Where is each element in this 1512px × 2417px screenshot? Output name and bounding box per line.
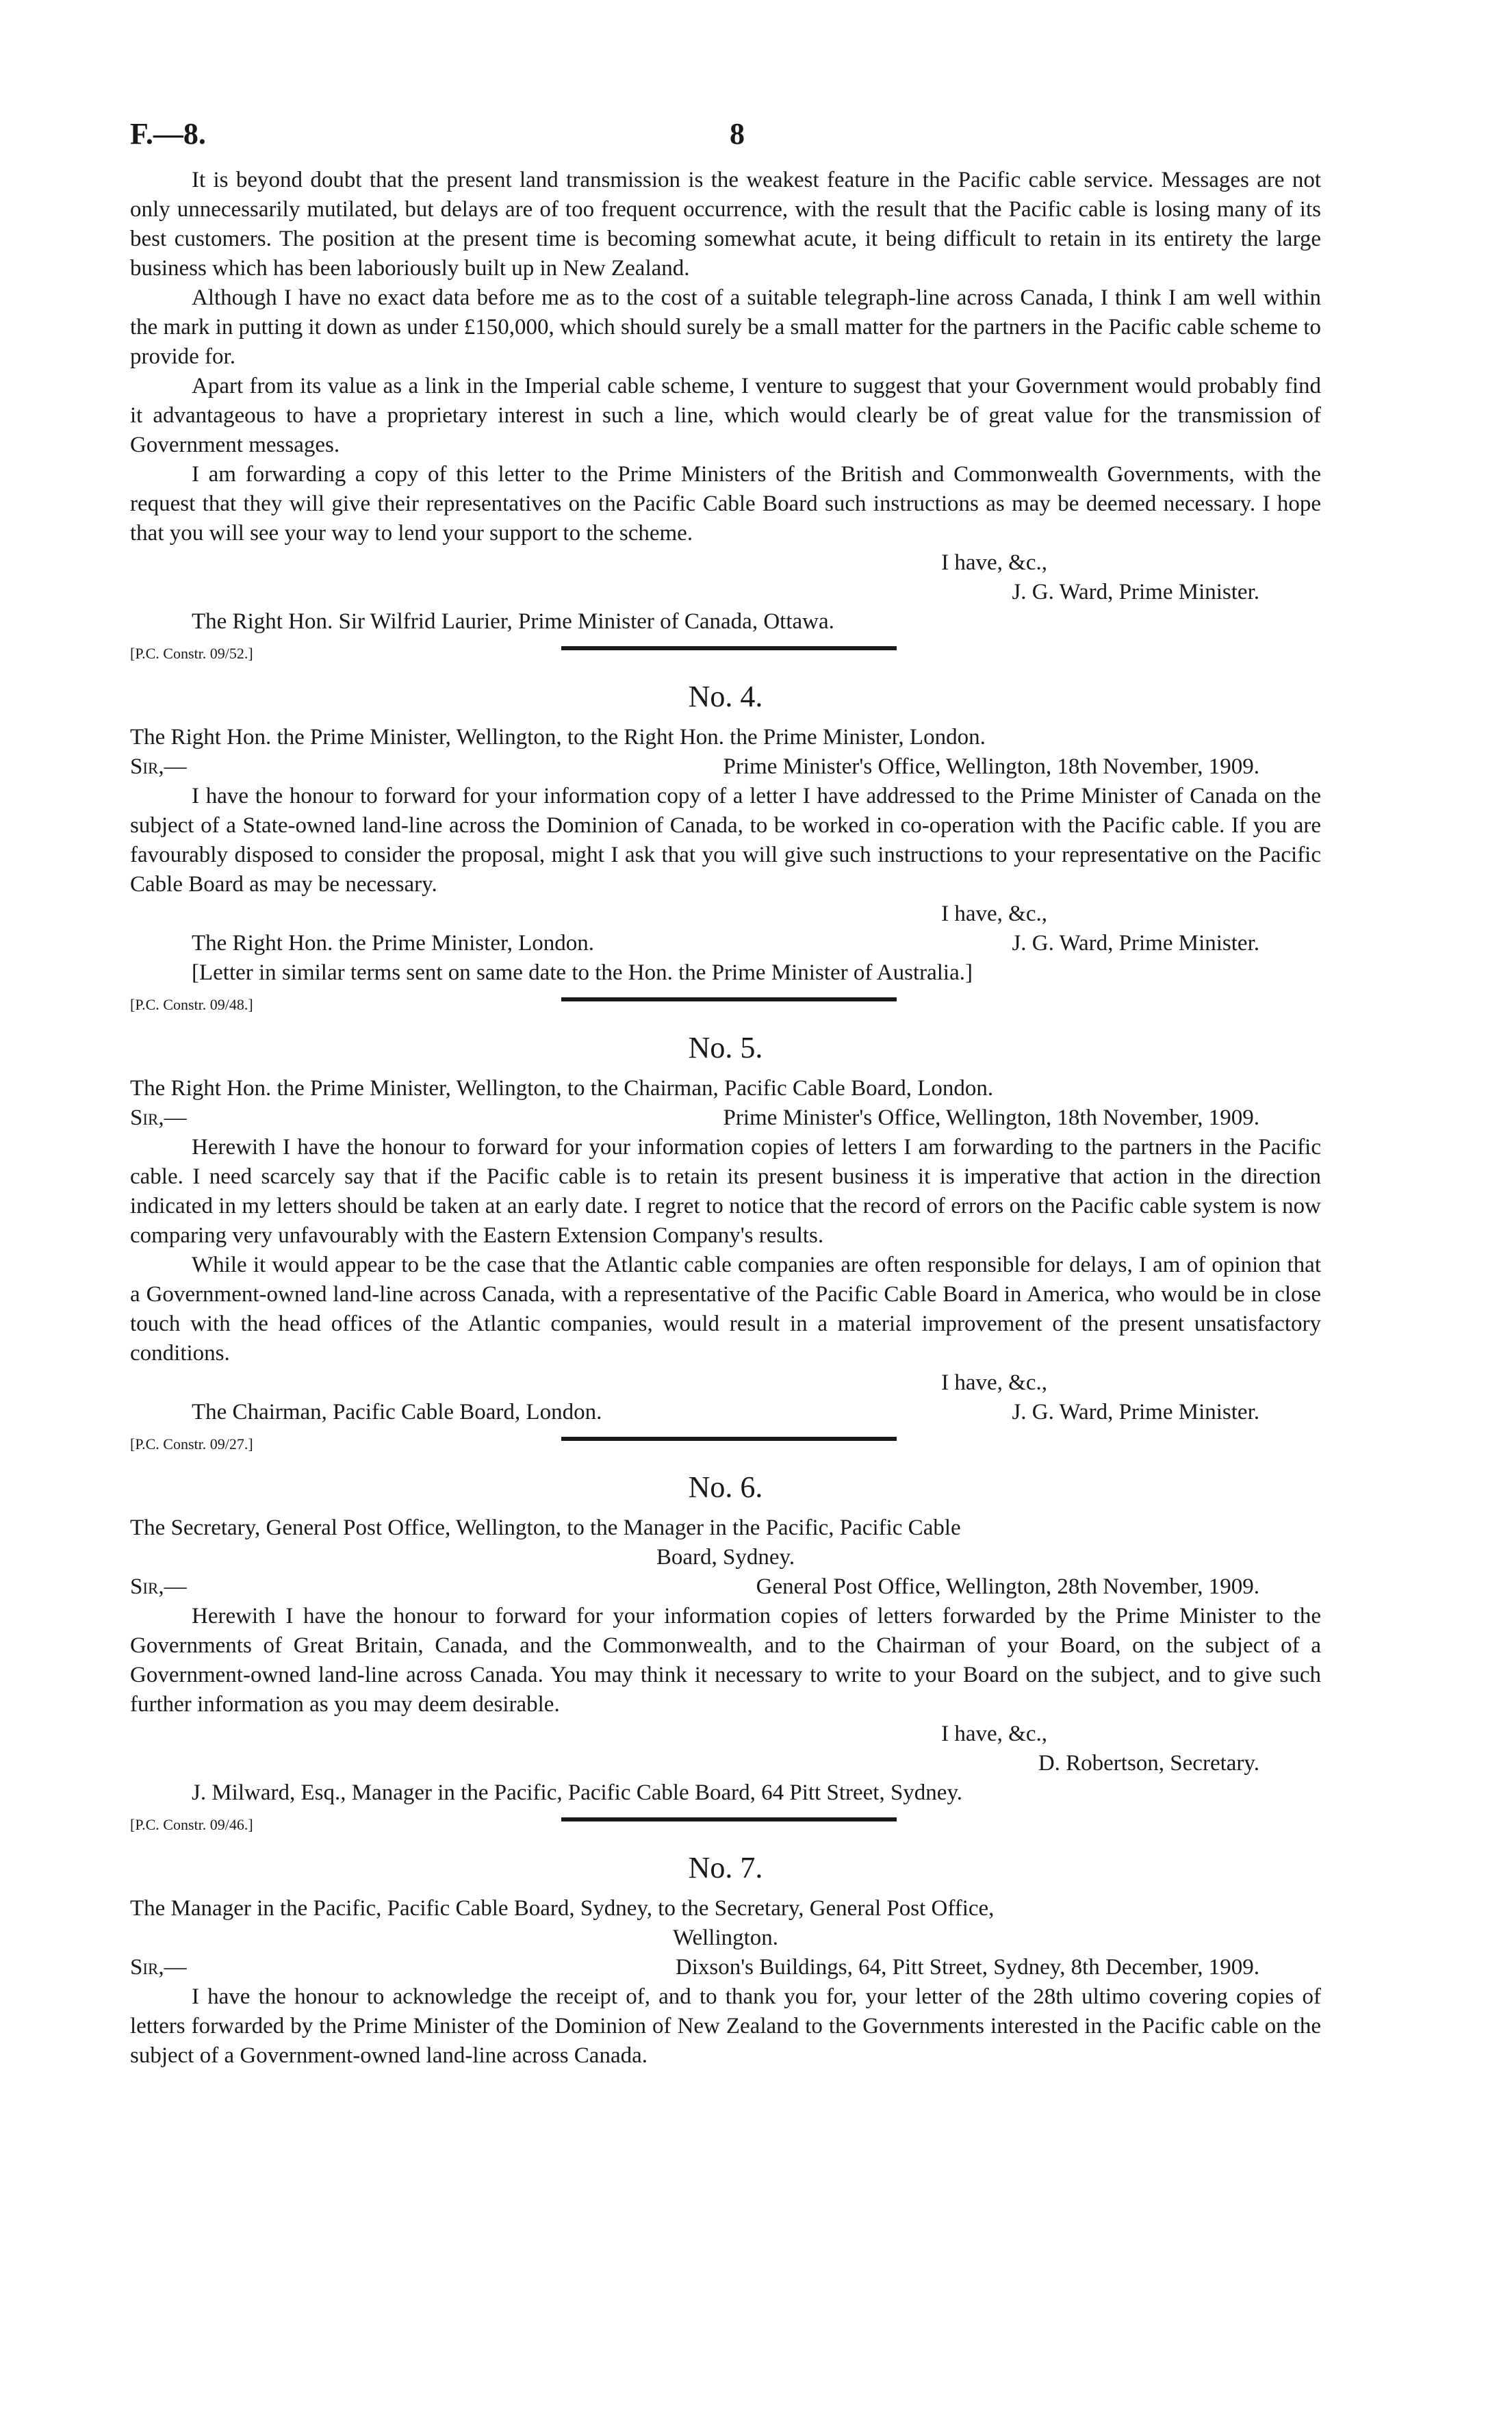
section-divider [561,646,897,650]
file-reference: [P.C. Constr. 09/52.] [130,645,253,662]
addressee: The Chairman, Pacific Cable Board, London. [192,1400,602,1424]
section-divider [561,1817,897,1821]
paragraph: I have the honour to acknowledge the receipt of, and to thank you for, your letter of the 28th ultimo covering copies of letters forwarded by the Prime Minister of the Dominion of New Zealand to the Governments interested in the Pacific cable on the subject of a Government-owned land-line across Canada. [130,1984,1321,2068]
salutation-line [130,752,1321,782]
reference-row [130,1427,1321,1459]
letter-address: The Secretary, General Post Office, Wellington, to the Manager in the Pacific, Pacific Cable [130,1516,961,1540]
salutation-line [130,1572,1321,1602]
document-page [130,116,1321,2071]
paragraph: Herewith I have the honour to forward for your information copies of letters forwarded by the Prime Minister to the Governments of Great Britain, Canada, and the Commonwealth, and to the Chairman of your Board, on the subject of a Government-owned land-line across Canada. You may think it necessary to write to your Board on the subject, and to give such further information as you may deem desirable. [130,1604,1321,1717]
letter-address: The Right Hon. the Prime Minister, Wellington, to the Chairman, Pacific Cable Board, London. [130,1076,994,1101]
reference-row [130,1808,1321,1839]
letter-no5 [130,1027,1321,1459]
page-number: 8 [730,117,745,151]
letter-heading: No. 4. [688,680,763,713]
signature: J. G. Ward, Prime Minister. [1012,1400,1259,1424]
paragraph: Herewith I have the honour to forward for your information copies of letters I am forwarding to the partners in the Pacific cable. I need scarcely say that if the Pacific cable is to retain its present business it is imperative that action in the direction indicated in my letters should be taken at an early date. I regret to notice that the record of errors on the Pacific cable system is now comparing very unfavourably with the Eastern Extension Company's results. [130,1135,1321,1248]
salutation: Sir,— [130,754,187,779]
letter-heading: No. 7. [688,1851,763,1884]
salutation: Sir,— [130,1574,187,1599]
addressee: J. Milward, Esq., Manager in the Pacific, Pacific Cable Board, 64 Pitt Street, Sydney. [192,1780,963,1805]
addressee: The Right Hon. the Prime Minister, London. [192,931,595,956]
paragraph: Although I have no exact data before me as to the cost of a suitable telegraph-line across Canada, I think I am well within the mark in putting it down as under £150,000, which should surely be a small matter for the partners in the Pacific cable scheme to provide for. [130,285,1321,369]
note: [Letter in similar terms sent on same date to the Hon. the Prime Minister of Australia.] [192,960,973,985]
file-reference: [P.C. Constr. 09/48.] [130,996,253,1013]
paragraph: I have the honour to forward for your information copy of a letter I have addressed to the Prime Minister of Canada on the subject of a State-owned land-line across the Dominion of Canada, to be worked in co-operation with the Pacific cable. If you are favourably disposed to consider the proposal, might I ask that you will give such instructions to your representative on the Pacific Cable Board as may be necessary. [130,784,1321,897]
letter-address: The Right Hon. the Prime Minister, Wellington, to the Right Hon. the Prime Minister, London. [130,725,986,750]
salutation-line [130,1953,1321,1982]
letter-address-continued: Board, Sydney. [656,1545,795,1570]
letter-no7 [130,1847,1321,2071]
closing: I have, &c., [941,550,1047,575]
letter-address-continued: Wellington. [672,1926,779,1950]
paragraph: While it would appear to be the case that the Atlantic cable companies are often responsible for delays, I am of opinion that a Government-owned land-line across Canada, with a representative of the Pacific Cable Board in America, who would be in close touch with the head offices of the Atlantic companies, would result in a material improvement of the present unsatisfactory conditions. [130,1253,1321,1366]
dateline: Prime Minister's Office, Wellington, 18th November, 1909. [723,1105,1259,1130]
salutation: Sir,— [130,1955,187,1980]
letter-address: The Manager in the Pacific, Pacific Cable Board, Sydney, to the Secretary, General Post Office, [130,1896,995,1921]
file-reference: [P.C. Constr. 09/27.] [130,1435,253,1453]
addressee-signature-row [130,1398,1321,1427]
closing: I have, &c., [941,1370,1047,1395]
section-divider [561,1437,897,1441]
addressee: The Right Hon. Sir Wilfrid Laurier, Prime Minister of Canada, Ottawa. [192,609,834,634]
letter-continuation [130,166,1321,668]
dateline: Dixson's Buildings, 64, Pitt Street, Sydney, 8th December, 1909. [675,1955,1259,1980]
letter-heading: No. 6. [688,1470,763,1504]
paragraph: I am forwarding a copy of this letter to the Prime Ministers of the British and Commonwealth Governments, with the request that they will give their representatives on the Pacific Cable Board such instructions as may be deemed necessary. I hope that you will see your way to lend your support to the scheme. [130,462,1321,546]
signature: D. Robertson, Secretary. [1038,1751,1259,1776]
reference-row [130,988,1321,1019]
closing: I have, &c., [941,901,1047,926]
addressee-signature-row [130,929,1321,958]
signature: J. G. Ward, Prime Minister. [1012,580,1259,604]
file-reference: [P.C. Constr. 09/46.] [130,1816,253,1833]
letter-no6 [130,1467,1321,1839]
paragraph: It is beyond doubt that the present land transmission is the weakest feature in the Pacific cable service. Messages are not only unnecessarily mutilated, but delays are of too frequent occurrence, with the result that the Pacific cable is losing many of its best customers. The position at the present time is becoming somewhat acute, it being difficult to retain in its entirety the large business which has been laboriously built up in New Zealand. [130,168,1321,281]
document-reference: F.—8. [130,117,206,151]
letter-no4 [130,676,1321,1019]
closing: I have, &c., [941,1722,1047,1746]
page-header [130,116,1321,166]
signature: J. G. Ward, Prime Minister. [1012,931,1259,956]
dateline: Prime Minister's Office, Wellington, 18th November, 1909. [723,754,1259,779]
salutation: Sir,— [130,1105,187,1130]
paragraph: Apart from its value as a link in the Imperial cable scheme, I venture to suggest that your Government would probably find it advantageous to have a proprietary interest in such a line, which would clearly be of great value for the transmission of Government messages. [130,374,1321,457]
reference-row [130,637,1321,668]
salutation-line [130,1103,1321,1133]
letter-heading: No. 5. [688,1031,763,1064]
section-divider [561,997,897,1001]
dateline: General Post Office, Wellington, 28th November, 1909. [756,1574,1259,1599]
